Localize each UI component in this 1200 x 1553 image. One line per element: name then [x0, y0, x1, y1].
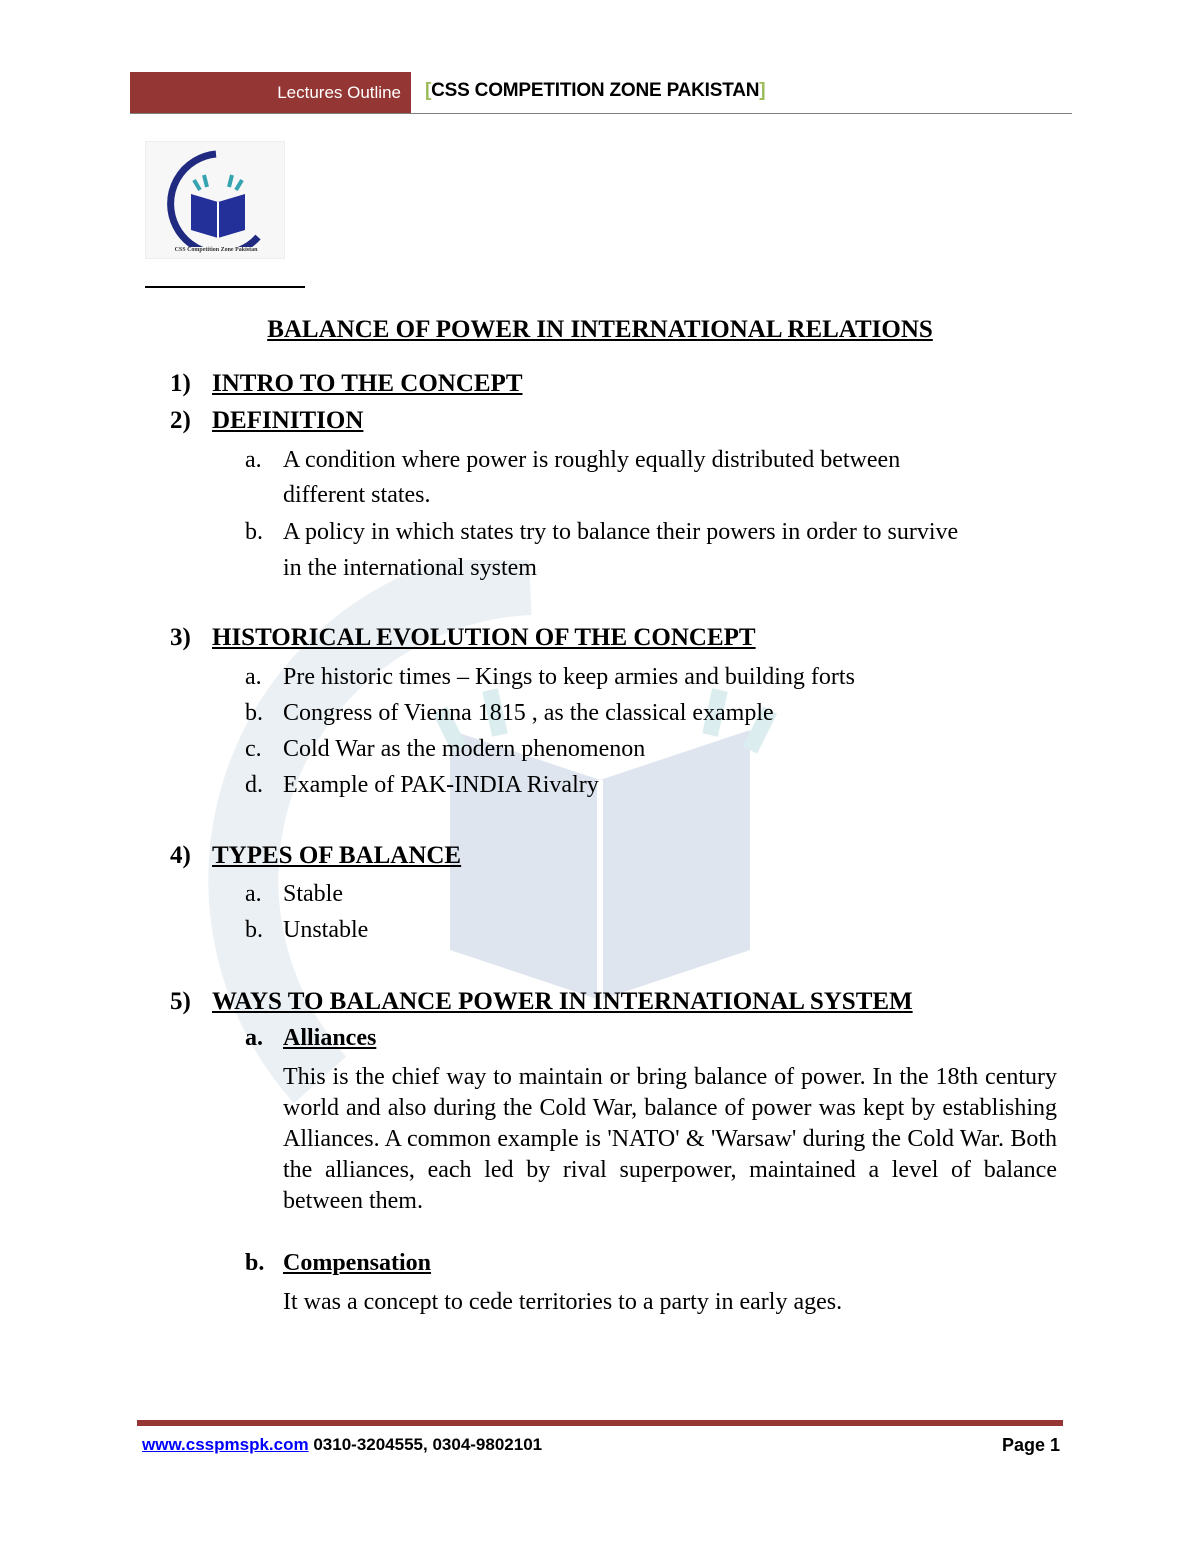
subsection-heading: a. Alliances: [245, 1025, 377, 1051]
footer-phones: 0310-3204555, 0304-9802101: [313, 1435, 543, 1454]
list-item: a. A condition where power is roughly equally distributed between: [245, 447, 901, 473]
section-heading: 3) HISTORICAL EVOLUTION OF THE CONCEPT: [170, 624, 756, 651]
footer-divider: [137, 1420, 1063, 1426]
logo-divider: [145, 286, 305, 288]
footer-url-link[interactable]: www.csspmspk.com: [142, 1435, 309, 1454]
header-label: Lectures Outline: [277, 83, 401, 102]
subsection-paragraph: This is the chief way to maintain or bring balance of power. In the 18th century world and also during the Cold War, balance of power was kept by establishing Alliances. A common example is 'NATO' & 'Warsaw' during the Cold War. Both the alliances, each led by rival superpower, maintained a level of balance between them.: [283, 1064, 1057, 1214]
list-item: a. Pre historic times – Kings to keep armies and building forts: [245, 664, 855, 690]
list-item: a. Stable: [245, 881, 343, 907]
book-logo-icon: [146, 142, 286, 247]
footer-contact: [142, 1435, 542, 1455]
list-item-continuation: different states.: [283, 482, 431, 508]
subsection-paragraph: It was a concept to cede territories to a party in early ages.: [283, 1289, 843, 1315]
list-item: d. Example of PAK-INDIA Rivalry: [245, 772, 599, 798]
header-title: [CSS COMPETITION ZONE PAKISTAN]: [425, 80, 766, 101]
section-heading: 1) INTRO TO THE CONCEPT: [170, 370, 523, 397]
page-number: Page 1: [1001, 1435, 1060, 1455]
header-divider: [130, 113, 1072, 114]
header-label-box: [130, 72, 411, 114]
list-item: b. Congress of Vienna 1815 , as the classical example: [245, 700, 774, 726]
logo: [145, 141, 285, 259]
list-item-continuation: in the international system: [283, 555, 537, 581]
section-heading: 2) DEFINITION: [170, 407, 364, 434]
list-item: b. A policy in which states try to balance their powers in order to survive: [245, 519, 959, 545]
document-title: BALANCE OF POWER IN INTERNATIONAL RELATIONS: [267, 316, 933, 343]
subsection-heading: b. Compensation: [245, 1250, 432, 1276]
logo-caption: CSS Competition Zone Pakistan: [174, 247, 258, 253]
section-heading: 4) TYPES OF BALANCE: [170, 842, 462, 869]
list-item: b. Unstable: [245, 917, 369, 943]
list-item: c. Cold War as the modern phenomenon: [245, 736, 646, 762]
section-heading: 5) WAYS TO BALANCE POWER IN INTERNATIONAL SYSTEM: [170, 988, 913, 1015]
